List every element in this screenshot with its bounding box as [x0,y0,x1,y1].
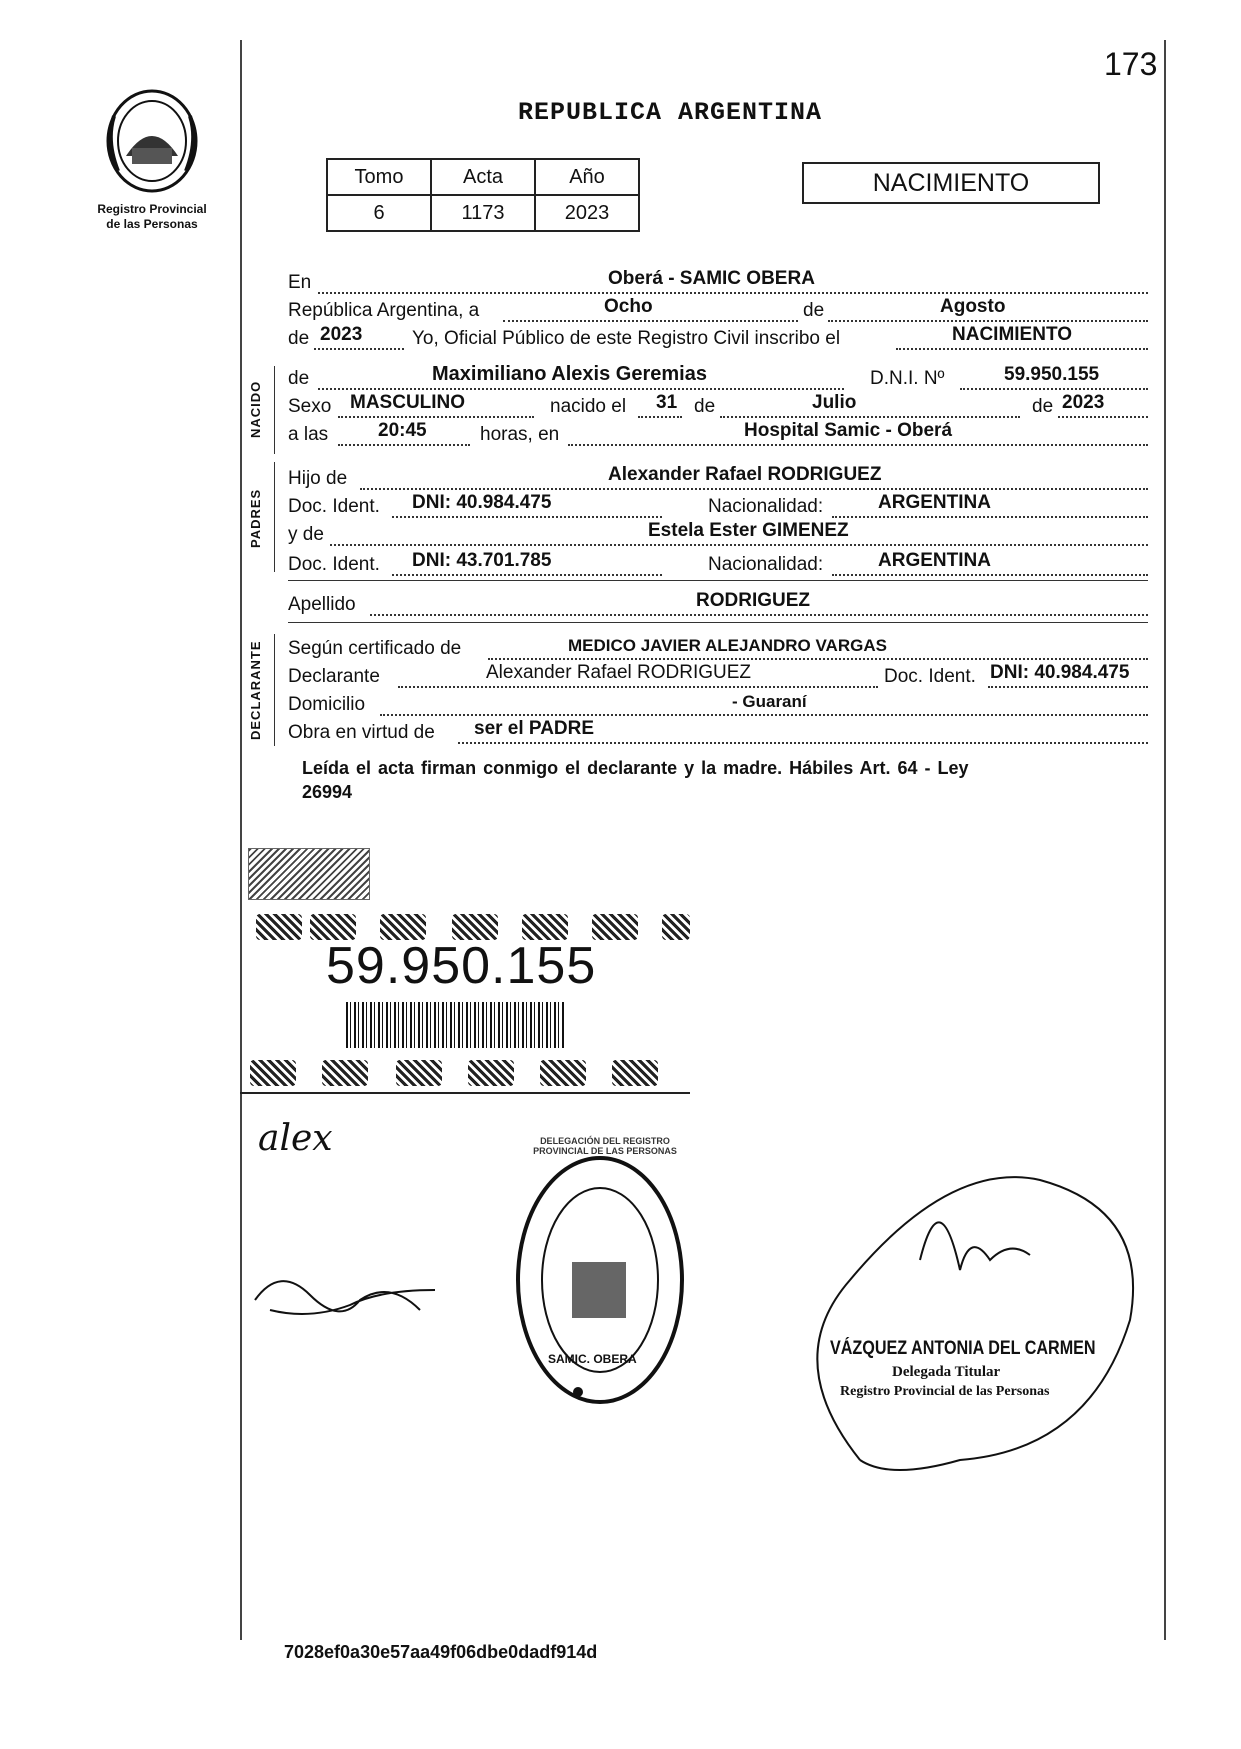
table-cell: 1173 [431,195,535,231]
dotted-line [1058,416,1148,418]
field-label: nacido el [550,396,627,417]
dotted-line [458,742,1148,744]
field-label: Sexo [288,396,332,417]
field-value: DNI: 40.984.475 [990,662,1130,683]
field-value: DNI: 40.984.475 [412,492,552,513]
field-label: Doc. Ident. [884,666,976,687]
section-divider [288,622,1148,623]
dotted-line [380,714,1148,716]
section-label-declarante: DECLARANTE [248,640,263,740]
official-round-seal [510,1150,690,1410]
org-name-line1: Registro Provincial [97,202,207,216]
field-value: Estela Ester GIMENEZ [648,520,849,541]
field-label: de [288,328,310,349]
row-domicilio [288,692,1148,718]
field-value: Hospital Samic - Oberá [744,420,953,441]
page-number: 173 [1104,46,1158,82]
security-pattern-strip [468,1060,514,1086]
province-seal-logo [96,86,208,196]
security-pattern-strip [250,1060,296,1086]
dotted-line [318,292,1148,294]
dotted-line [488,658,1148,660]
field-label: y de [288,524,324,545]
document-hash: 7028ef0a30e57aa49f06dbe0dadf914d [284,1642,598,1662]
row-father-doc [288,494,1148,520]
dotted-line [896,348,1148,350]
field-value: Julio [812,392,857,413]
section-divider [288,580,1148,581]
handwritten-signature: alex [258,1118,333,1159]
dotted-line [638,416,682,418]
field-label: En [288,272,312,293]
row-certificado [288,636,1148,662]
field-label: Obra en virtud de [288,722,435,743]
row-declarante [288,664,1148,690]
table-header: Acta [431,159,535,195]
dotted-line [392,574,662,576]
field-label: a las [288,424,329,445]
seal-emblem-icon [96,86,208,196]
table-cell: 2023 [535,195,639,231]
field-label: Doc. Ident. [288,496,380,517]
row-en [288,270,1148,296]
field-value: ser el PADRE [474,718,595,739]
note-line-1: Leída el acta firman conmigo el declarante y la madre. Hábiles Art. 64 - Ley [302,758,969,778]
field-value: Agosto [940,296,1006,317]
field-label: Declarante [288,666,380,687]
field-value: ARGENTINA [878,492,991,513]
row-mother-doc [288,552,1148,578]
official-signature-scribble [790,1120,1170,1500]
table-cell: 6 [327,195,431,231]
table-row [327,195,639,231]
row-obra [288,720,1148,746]
section-label-nacido: NACIDO [248,380,263,438]
field-label: Nacionalidad: [708,554,824,575]
table-row [327,159,639,195]
section-rule [274,462,275,572]
official-role: Delegada Titular [892,1364,1001,1380]
field-label: de [1032,396,1054,417]
page-title: REPUBLICA ARGENTINA [518,98,823,127]
seal-subtext: SAMIC. OBERA [548,1352,637,1366]
dotted-line [398,686,878,688]
dotted-line [568,444,1148,446]
field-value: DNI: 43.701.785 [412,550,552,571]
field-value: 31 [656,392,678,413]
dotted-line [360,488,1148,490]
security-pattern-strip [592,914,638,940]
id-number: 59.950.155 [326,937,597,995]
dotted-line [503,320,798,322]
row-nombre [288,363,1148,392]
field-value: RODRIGUEZ [696,590,810,611]
table-header: Tomo [327,159,431,195]
security-hologram [248,848,370,900]
field-value: ARGENTINA [878,550,991,571]
field-label: Doc. Ident. [288,554,380,575]
dotted-line [370,614,1148,616]
section-rule [274,366,275,454]
section-label-padres: PADRES [248,488,263,548]
dotted-line [330,544,1148,546]
field-value: 20:45 [378,420,427,441]
field-label: Según certificado de [288,638,462,659]
field-value: Oberá - SAMIC OBERA [608,268,815,289]
field-value: MEDICO JAVIER ALEJANDRO VARGAS [568,636,887,655]
security-pattern-strip [256,914,302,940]
table-header: Año [535,159,639,195]
official-org: Registro Provincial de las Personas [840,1384,1050,1399]
security-pattern-strip [540,1060,586,1086]
seal-text: DELEGACIÓN DEL REGISTRO PROVINCIAL DE LAS PERSONAS [533,1136,677,1156]
row-sexo [288,394,1148,420]
field-value: 59.950.155 [1004,364,1100,385]
field-label: de [803,300,825,321]
field-label: Yo, Oficial Público de este Registro Civil inscribo el [412,328,841,349]
scribble-signature [250,1260,440,1330]
field-label: República Argentina, a [288,300,480,321]
field-label: Nacionalidad: [708,496,824,517]
field-value: Alexander Rafael RODRIGUEZ [608,464,882,485]
security-pattern-strip [322,1060,368,1086]
barcode [346,1002,566,1048]
field-value: NACIMIENTO [952,324,1072,345]
dotted-line [338,444,470,446]
org-name-line2: de las Personas [106,217,198,231]
row-republica [288,298,1148,324]
field-value: Alexander Rafael RODRIGUEZ [486,662,752,683]
field-label: horas, en [480,424,560,445]
dotted-line [960,388,1148,390]
row-hijo [288,466,1148,492]
security-pattern-strip [662,914,690,940]
dotted-line [720,416,1020,418]
registry-table [326,158,640,232]
row-apellido [288,592,1148,618]
security-pattern-strip [396,1060,442,1086]
field-value: 2023 [320,324,363,345]
doc-type-box: NACIMIENTO [802,162,1100,204]
dotted-line [828,320,1148,322]
section-rule [274,634,275,746]
field-label: Apellido [288,594,356,615]
field-value: MASCULINO [350,392,466,413]
note-line-2: 26994 [302,782,353,802]
field-label: de [288,368,310,389]
security-pattern-strip [612,1060,658,1086]
row-mother [288,522,1148,548]
dotted-line [318,388,844,390]
official-name: VÁZQUEZ ANTONIA DEL CARMEN [830,1338,1096,1359]
dotted-line [988,686,1148,688]
field-value: Ocho [604,296,653,317]
dotted-line [338,416,534,418]
field-label: de [694,396,716,417]
field-value: 2023 [1062,392,1105,413]
field-label: D.N.I. Nº [870,368,945,389]
field-value: Maximiliano Alexis Geremias [432,363,707,385]
dotted-line [314,348,404,350]
row-inscribo [288,326,1148,352]
field-value: - Guaraní [732,692,807,711]
strip-underline [240,1092,690,1094]
dotted-line [392,516,662,518]
field-label: Domicilio [288,694,366,715]
left-margin-line [240,40,242,1640]
dotted-line [832,574,1148,576]
row-hora [288,422,1148,448]
dotted-line [832,516,1148,518]
field-label: Hijo de [288,468,348,489]
